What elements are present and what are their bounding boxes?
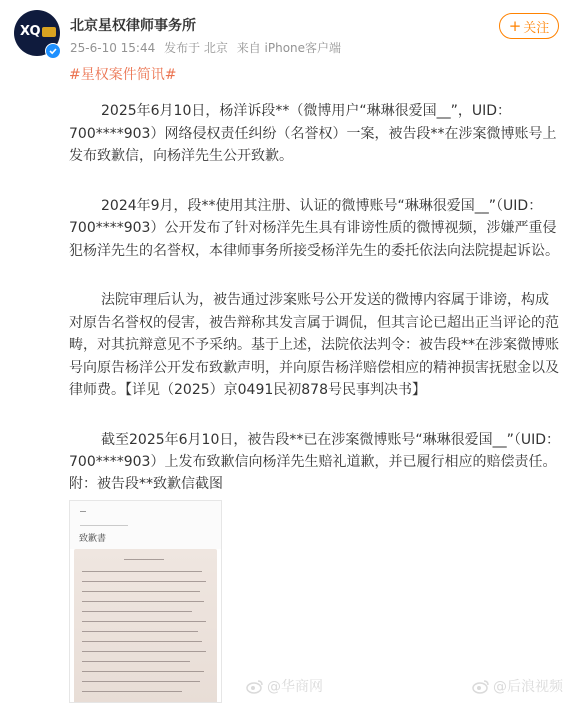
- handwriting-line: [82, 661, 190, 662]
- watermark-text: @后浪视频: [493, 679, 563, 695]
- handwriting-line: [82, 621, 206, 622]
- avatar-badge: [42, 27, 56, 37]
- follow-button[interactable]: [499, 13, 559, 39]
- post-location: 发布于 北京: [164, 41, 228, 55]
- weibo-logo-icon: [246, 679, 264, 694]
- post-date: 25-6-10 15:44: [70, 41, 156, 55]
- post-header: [0, 0, 573, 62]
- post-body: [69, 100, 561, 474]
- photo-line: [80, 511, 86, 512]
- author-name[interactable]: 北京星权律师事务所: [70, 18, 196, 34]
- photo-header-text: 致歉書: [79, 534, 107, 544]
- weibo-logo-icon: [472, 679, 490, 694]
- handwriting-line: [82, 611, 192, 612]
- handwriting-line: [124, 559, 164, 560]
- handwriting-line: [82, 631, 198, 632]
- verified-icon: [45, 43, 61, 59]
- watermark: [246, 676, 323, 696]
- handwriting-line: [82, 651, 206, 652]
- follow-label: 关注: [523, 20, 550, 36]
- post-paragraph: 2025年6月10日，杨洋诉段**（微博用户“琳琳很爱国__”，UID：700****903）网络侵权责任纠纷（名誉权）一案，被告段**在涉案微博账号上发布致歉信，向杨洋先生公开致歉。: [69, 103, 557, 164]
- watermark-text: @华商网: [267, 679, 323, 695]
- attached-photo[interactable]: [69, 500, 222, 703]
- photo-line: [80, 525, 128, 526]
- post-client: 来自 iPhone客户端: [236, 41, 342, 55]
- handwriting-line: [82, 571, 202, 572]
- topic-hashtag[interactable]: #星权案件简讯#: [69, 67, 177, 83]
- photo-header: [70, 501, 221, 549]
- post-paragraph: 截至2025年6月10日，被告段**已在涉案微博账号“琳琳很爱国__”（UID：700****903）上发布致歉信向杨洋先生赔礼道歉，并已履行相应的赔偿责任。: [69, 431, 561, 470]
- watermark: [472, 676, 563, 696]
- attachment-label: 附：被告段**致歉信截图: [69, 476, 223, 492]
- handwriting-line: [82, 671, 204, 672]
- handwriting-line: [82, 681, 200, 682]
- handwriting-line: [82, 591, 200, 592]
- handwriting-line: [82, 691, 182, 692]
- post-paragraph: 法院审理后认为，被告通过涉案账号公开发送的微博内容属于诽谤，构成对原告名誉权的侵害，被告辩称其发言属于调侃，但其言论已超出正当评论的范畴，对其抗辩意见不予采纳。基于上述，法院依法判令：被告段**在涉案微博账号向原告杨洋公开发布致歉声明，并向原告杨洋赔偿相应的精神损害抚慰金以及律师费。【详见（2025）京0491民初878号民事判决书】: [69, 292, 559, 398]
- avatar-logo: XQ: [20, 24, 41, 39]
- plus-icon: +: [508, 16, 522, 35]
- post-meta: [70, 39, 346, 56]
- handwriting-line: [82, 641, 202, 642]
- post-paragraph: 2024年9月，段**使用其注册、认证的微博账号“琳琳很爱国__”（UID：700****903）公开发布了针对杨洋先生具有诽谤性质的微博视频，涉嫌严重侵犯杨洋先生的名誉权，本律师事务所接受杨洋先生的委托依法向法院提起诉讼。: [69, 197, 559, 259]
- handwriting-line: [82, 581, 206, 582]
- handwriting-line: [82, 601, 204, 602]
- letter-paper: [74, 549, 217, 703]
